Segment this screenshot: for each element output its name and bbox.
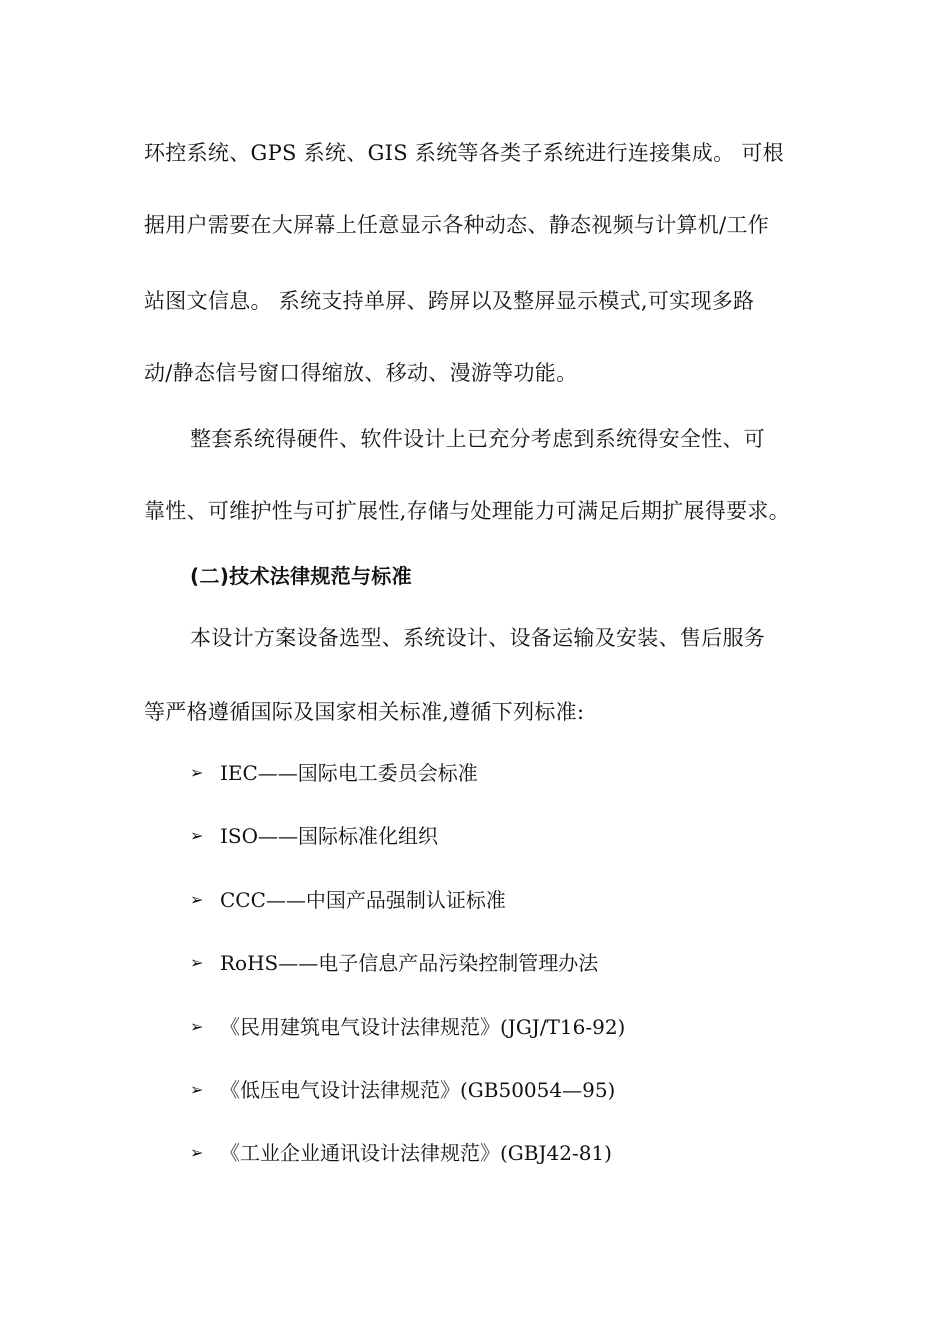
paragraph-1-line-3: 站图文信息。 系统支持单屏、跨屏以及整屏显示模式,可实现多路 bbox=[144, 289, 755, 313]
standard-item-text: 《民用建筑电气设计法律规范》(JGJ/T16-92) bbox=[220, 1015, 626, 1039]
standard-item bbox=[190, 885, 506, 915]
arrowhead-bullet-icon: ➢ bbox=[190, 953, 204, 972]
arrowhead-bullet-icon: ➢ bbox=[190, 763, 204, 782]
paragraph-2-line-2: 靠性、可维护性与可扩展性,存储与处理能力可满足后期扩展得要求。 bbox=[144, 499, 790, 523]
standard-item-text: ISO——国际标准化组织 bbox=[220, 824, 438, 848]
standard-item bbox=[190, 1138, 612, 1168]
paragraph-3-line-2: 等严格遵循国际及国家相关标准,遵循下列标准: bbox=[144, 700, 585, 724]
paragraph-1-line-1: 环控系统、GPS 系统、GIS 系统等各类子系统进行连接集成。 可根 bbox=[144, 141, 784, 165]
paragraph-1-line-4: 动/静态信号窗口得缩放、移动、漫游等功能。 bbox=[144, 361, 578, 385]
arrowhead-bullet-icon: ➢ bbox=[190, 890, 204, 909]
standard-item-text: 《低压电气设计法律规范》(GB50054—95) bbox=[220, 1078, 616, 1102]
standard-item bbox=[190, 1075, 615, 1105]
standard-item bbox=[190, 821, 438, 851]
standard-item-text: 《工业企业通讯设计法律规范》(GBJ42-81) bbox=[220, 1141, 612, 1165]
arrowhead-bullet-icon: ➢ bbox=[190, 1080, 204, 1099]
paragraph-1-line-2: 据用户需要在大屏幕上任意显示各种动态、静态视频与计算机/工作 bbox=[144, 213, 770, 237]
arrowhead-bullet-icon: ➢ bbox=[190, 1143, 204, 1162]
standard-item bbox=[190, 758, 478, 788]
arrowhead-bullet-icon: ➢ bbox=[190, 826, 204, 845]
paragraph-3-line-1: 本设计方案设备选型、系统设计、设备运输及安装、售后服务 bbox=[190, 626, 766, 650]
arrowhead-bullet-icon: ➢ bbox=[190, 1017, 204, 1036]
paragraph-2-line-1: 整套系统得硬件、软件设计上已充分考虑到系统得安全性、可 bbox=[190, 427, 766, 451]
standard-item-text: CCC——中国产品强制认证标准 bbox=[220, 888, 506, 912]
standard-item bbox=[190, 948, 598, 978]
section-heading: (二)技术法律规范与标准 bbox=[190, 564, 412, 588]
standard-item bbox=[190, 1012, 625, 1042]
standard-item-text: RoHS——电子信息产品污染控制管理办法 bbox=[220, 951, 599, 975]
standard-item-text: IEC——国际电工委员会标准 bbox=[220, 761, 478, 785]
